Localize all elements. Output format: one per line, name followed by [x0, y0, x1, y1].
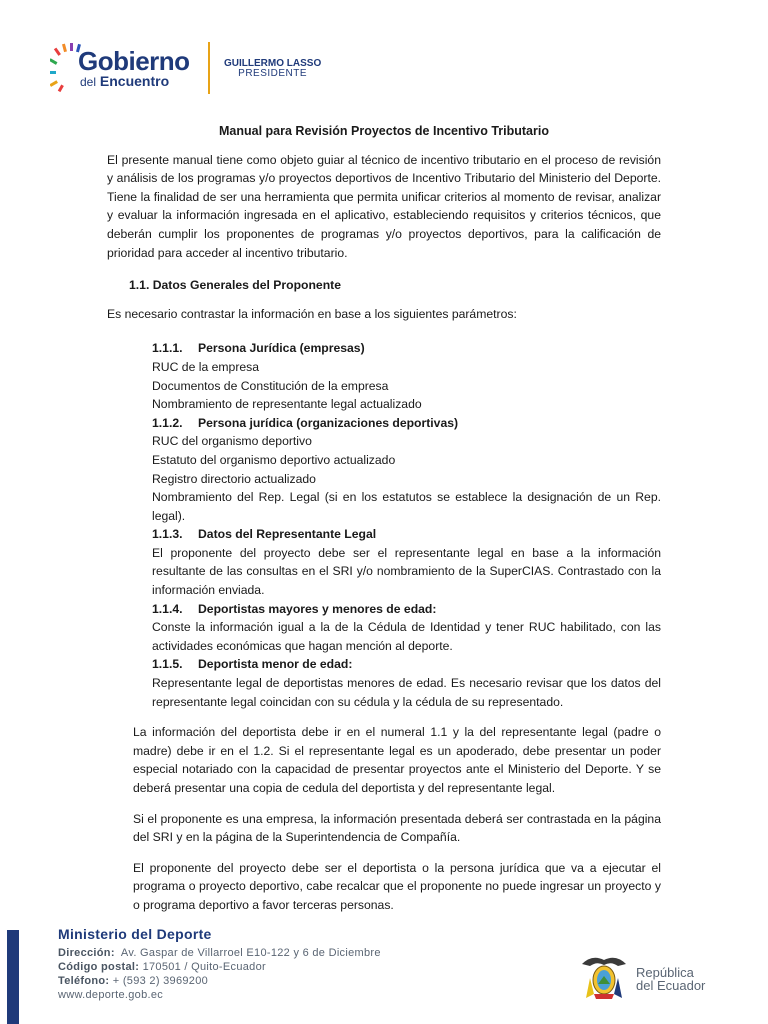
footer: [58, 926, 381, 1002]
logo-main-text: Gobierno: [78, 46, 190, 76]
president-block: [224, 58, 321, 79]
paragraph: El proponente del proyecto debe ser el deportista o la persona jurídica que va a ejecutar el programa o proyecto deportivo, cabe recalcar que el proponente no puede ingresar un proyecto y o programa deportivo a favor terceras personas.: [133, 860, 661, 912]
subsection-text: Conste la información igual a la de la Cédula de Identidad y tener RUC habilitado, con las actividades económicas que hagan mención al deporte.: [152, 620, 661, 653]
closing-paragraphs: [133, 723, 661, 914]
subsection-text: El proponente del proyecto debe ser el representante legal en base a la información resultante de las consultas en el SRI y/o nombramiento de la SuperCIAS. Contrastado con la información enviada.: [152, 545, 661, 598]
list-item: Documentos de Constitución de la empresa: [152, 378, 389, 393]
subsection-heading: 1.1.3. Datos del Representante Legal: [152, 527, 377, 542]
list-item: Estatuto del organismo deportivo actualizado: [152, 452, 396, 467]
postal-line: Código postal: 170501 / Quito-Ecuador: [58, 961, 266, 973]
website-link[interactable]: www.deporte.gob.ec: [58, 989, 164, 1001]
subsection-heading: 1.1.1. Persona Jurídica (empresas): [152, 341, 365, 356]
republica-label: República del Ecuador: [636, 965, 706, 993]
logo-sub-text: del Encuentro: [80, 73, 170, 89]
document-title: Manual para Revisión Proyectos de Incentivo Tributario: [219, 124, 549, 138]
subsection-heading: 1.1.4. Deportistas mayores y menores de edad:: [152, 601, 437, 616]
header-divider: [208, 42, 210, 94]
subsection-list: [152, 339, 661, 711]
subsection-heading: 1.1.2. Persona jurídica (organizaciones deportivas): [152, 415, 459, 430]
intro-paragraph: El presente manual tiene como objeto guiar al técnico de incentivo tributario en el proceso de revisión y análisis de los programas y/o proyectos deportivos de Incentivo Tributario del Ministerio del Deporte. Tiene la finalidad de ser una herramienta que permita unificar criterios al momento de revisar, analizar y evaluar la información ingresada en el aplicativo, estableciendo requisitos y criterios técnicos, que deberán cumplir los proponentes de programas y/o proyectos deportivos, para la calificación de prioridad para acceder al incentivo tributario.: [107, 152, 661, 260]
president-name: GUILLERMO LASSO: [224, 58, 322, 69]
subsection-heading: 1.1.5. Deportista menor de edad:: [152, 657, 353, 672]
address-line: Dirección: Av. Gaspar de Villarroel E10-122 y 6 de Diciembre: [58, 947, 381, 959]
paragraph: La información del deportista debe ir en el numeral 1.1 y la del representante legal (padre o madre) debe ir en el 1.2. Si el representante legal es un apoderado, debe presentar un poder especial notariado con la capacidad de presentar proyectos ante el Ministerio del Deporte. Y se deberá presentar una copia de cedula del deportista y del representante legal.: [133, 725, 661, 795]
paragraph: Si el proponente es una empresa, la información presentada deberá ser contrastada en la página del SRI y en la página de la Superintendencia de Compañía.: [133, 811, 661, 845]
document-body: [107, 118, 661, 927]
section-heading: 1.1. Datos Generales del Proponente: [129, 278, 341, 293]
coat-of-arms-icon: [578, 950, 630, 1002]
list-item: RUC de la empresa: [152, 359, 260, 374]
list-item: Registro directorio actualizado: [152, 471, 316, 486]
list-item: Nombramiento del Rep. Legal (si en los estatutos se establece la designación de un Rep. legal).: [152, 490, 661, 523]
president-role: PRESIDENTE: [238, 68, 308, 79]
list-item: RUC del organismo deportivo: [152, 434, 312, 449]
phone-line: Teléfono: + (593 2) 3969200: [58, 975, 209, 987]
list-item: Nombramiento de representante legal actualizado: [152, 397, 422, 412]
section-intro: Es necesario contrastar la información en base a los siguientes parámetros:: [107, 306, 517, 321]
footer-accent-bar: [7, 930, 19, 1024]
gobierno-logo: [78, 48, 190, 89]
subsection-text: Representante legal de deportistas menores de edad. Es necesario revisar que los datos del representante legal coincidan con su cédula y la cédula de su representado.: [152, 676, 661, 709]
header: [48, 38, 388, 102]
ministry-name: Ministerio del Deporte: [58, 926, 212, 942]
